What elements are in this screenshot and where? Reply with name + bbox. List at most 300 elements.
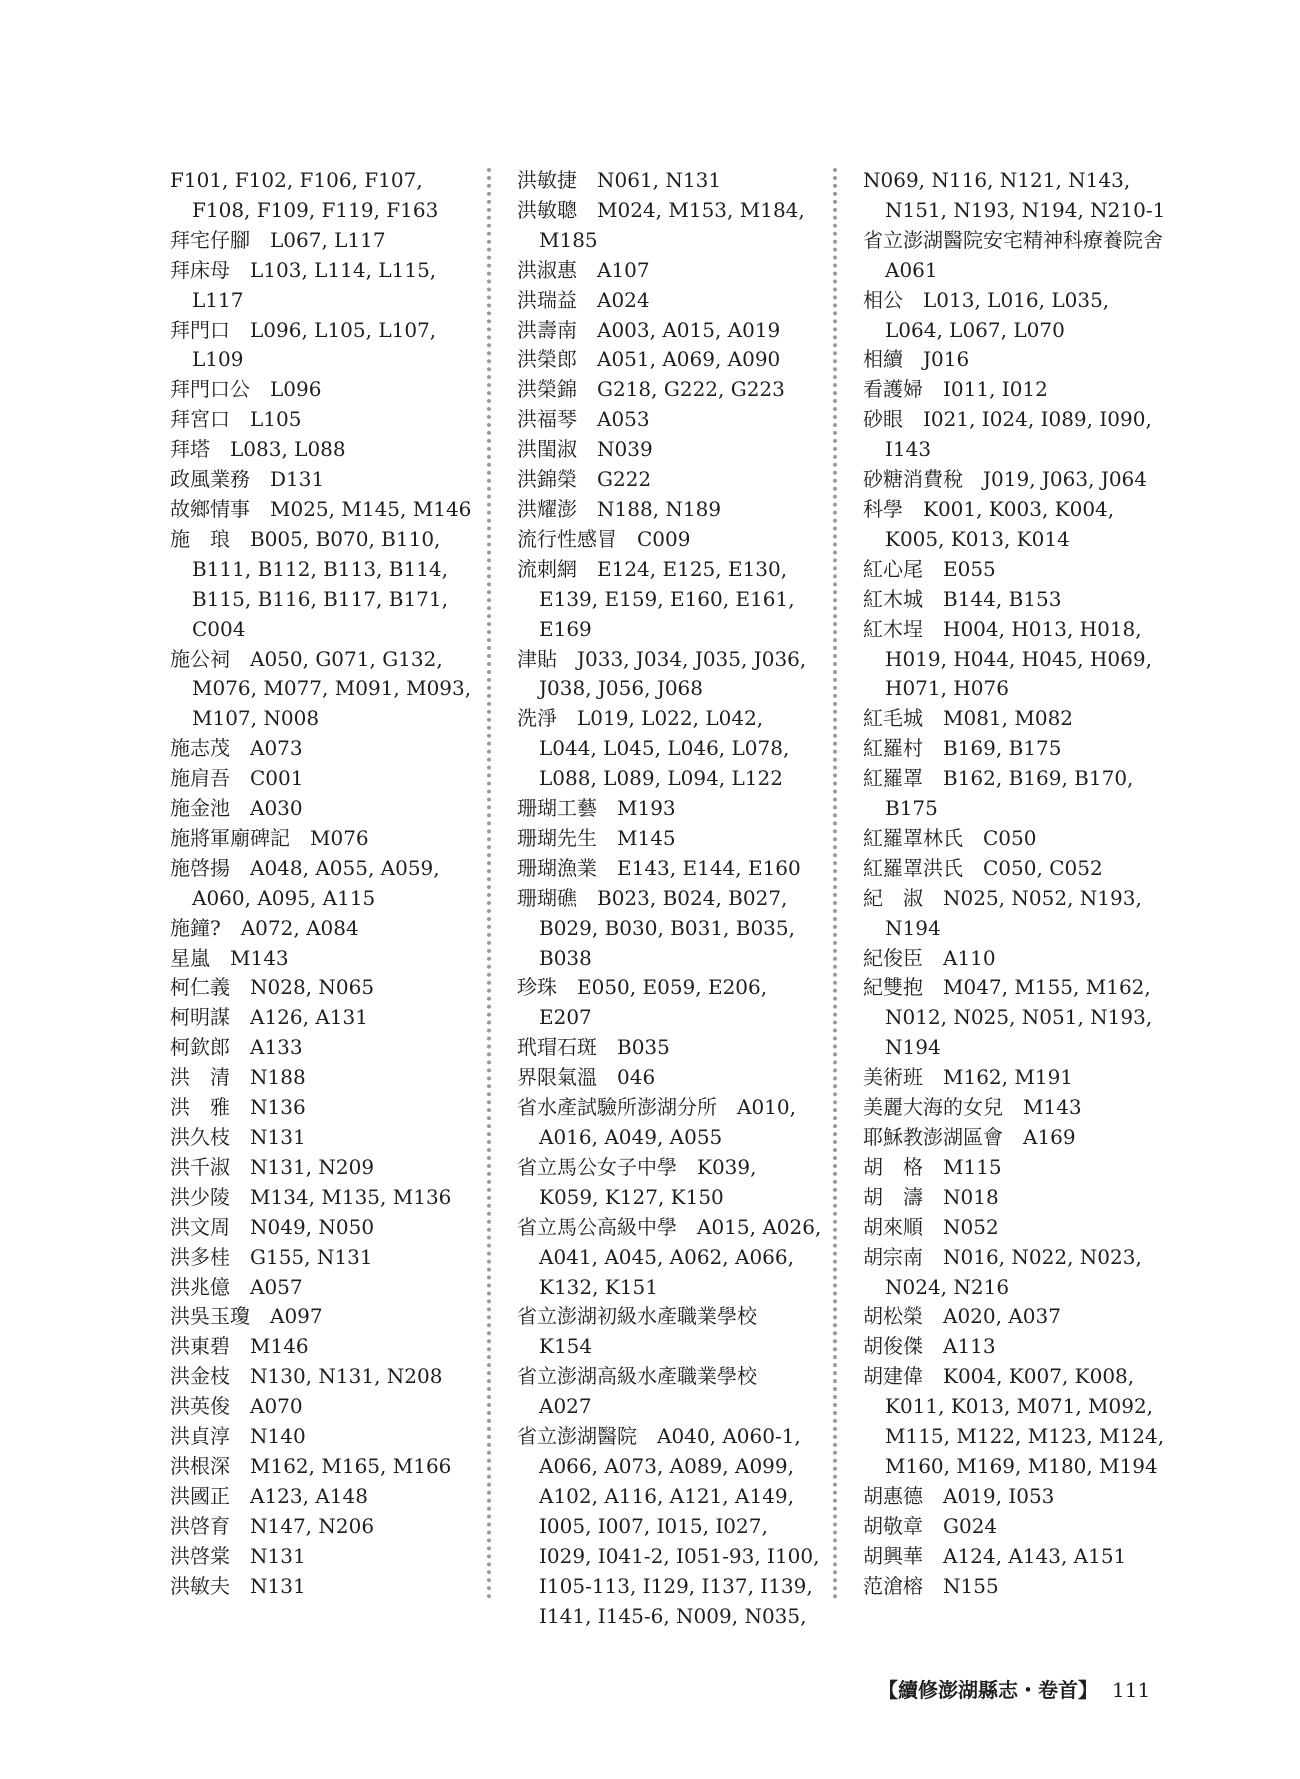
index-term: 拜宮口 bbox=[170, 407, 230, 432]
index-entry bbox=[517, 1033, 822, 1063]
index-term: 流行性感冒 bbox=[517, 526, 617, 551]
index-refs: N052 bbox=[943, 1214, 999, 1239]
index-entry bbox=[863, 465, 1168, 495]
index-refs: G024 bbox=[943, 1513, 998, 1538]
index-term: 珊瑚工藝 bbox=[517, 796, 597, 821]
index-term: 洪金枝 bbox=[170, 1364, 230, 1389]
index-term: 洪閨淑 bbox=[517, 437, 577, 462]
index-term: 洪 清 bbox=[170, 1065, 230, 1090]
index-refs: B162, B169, B170, B175 bbox=[885, 766, 1134, 821]
index-entry bbox=[517, 645, 822, 705]
index-entry bbox=[170, 645, 475, 735]
index-entry bbox=[517, 1302, 822, 1362]
index-refs: A051, A069, A090 bbox=[597, 347, 781, 372]
index-entry bbox=[170, 794, 475, 824]
index-entry bbox=[863, 1572, 1168, 1602]
index-entry bbox=[170, 166, 475, 226]
index-refs: E124, E125, E130, E139, E159, E160, E161, E169 bbox=[539, 556, 795, 641]
index-refs: K001, K003, K004, K005, K013, K014 bbox=[885, 496, 1115, 551]
index-term: 相續 bbox=[863, 347, 903, 372]
index-refs: N131 bbox=[250, 1543, 306, 1568]
index-term: 美術班 bbox=[863, 1065, 923, 1090]
index-entry bbox=[517, 495, 822, 525]
index-entry bbox=[170, 465, 475, 495]
index-refs: M024, M153, M184, M185 bbox=[539, 197, 805, 252]
index-refs: N188 bbox=[250, 1065, 306, 1090]
index-term: 拜床母 bbox=[170, 257, 230, 282]
index-entry bbox=[863, 585, 1168, 615]
index-refs: L013, L016, L035, L064, L067, L070 bbox=[885, 287, 1110, 342]
index-entry bbox=[170, 525, 475, 645]
index-term: 洪兆億 bbox=[170, 1274, 230, 1299]
index-term: 紅羅罩林氏 bbox=[863, 825, 963, 850]
index-term: 胡惠德 bbox=[863, 1483, 923, 1508]
index-term: 洪敏聰 bbox=[517, 197, 577, 222]
index-term: 施啓揚 bbox=[170, 855, 230, 880]
index-term: 紀俊臣 bbox=[863, 945, 923, 970]
index-entry bbox=[517, 286, 822, 316]
index-refs: M047, M155, M162, N012, N025, N051, N193, N194 bbox=[885, 975, 1153, 1060]
index-entry bbox=[517, 316, 822, 346]
index-entry bbox=[863, 704, 1168, 734]
index-term: 津貼 bbox=[517, 646, 557, 671]
index-entry bbox=[170, 226, 475, 256]
index-refs: J033, J034, J035, J036, J038, J056, J068 bbox=[539, 646, 807, 701]
index-refs: A024 bbox=[597, 287, 650, 312]
index-entry bbox=[170, 1572, 475, 1602]
index-refs: A020, A037 bbox=[943, 1304, 1061, 1329]
index-column-3 bbox=[863, 166, 1168, 1602]
index-refs: K154 bbox=[539, 1334, 593, 1359]
index-refs: N136 bbox=[250, 1095, 306, 1120]
index-term: 紀雙抱 bbox=[863, 975, 923, 1000]
index-refs: K004, K007, K008, K011, K013, M071, M092, M115, M122, M123, M124, M160, M169, M180, M194 bbox=[885, 1364, 1165, 1478]
index-entry bbox=[170, 1033, 475, 1063]
index-term: 胡敬章 bbox=[863, 1513, 923, 1538]
index-entry bbox=[863, 1213, 1168, 1243]
index-entry bbox=[863, 405, 1168, 465]
index-refs: M134, M135, M136 bbox=[250, 1184, 452, 1209]
index-refs: M146 bbox=[250, 1334, 309, 1359]
index-term: 施公祠 bbox=[170, 646, 230, 671]
index-term: 砂糖消費稅 bbox=[863, 467, 963, 492]
index-refs: M143 bbox=[230, 945, 289, 970]
index-entry bbox=[517, 405, 822, 435]
index-term: 砂眼 bbox=[863, 407, 903, 432]
index-refs: A113 bbox=[943, 1334, 996, 1359]
index-entry bbox=[170, 1093, 475, 1123]
index-refs: N049, N050 bbox=[250, 1214, 375, 1239]
index-refs: F101, F102, F106, F107, F108, F109, F119, F163 bbox=[170, 168, 439, 222]
index-refs: A133 bbox=[250, 1035, 303, 1060]
index-entry bbox=[170, 1542, 475, 1572]
index-term: 珍珠 bbox=[517, 975, 557, 1000]
index-term: 珊瑚礁 bbox=[517, 885, 577, 910]
index-refs: A107 bbox=[597, 257, 650, 282]
index-refs: K039, K059, K127, K150 bbox=[539, 1154, 757, 1209]
index-refs: B169, B175 bbox=[943, 736, 1062, 761]
index-refs: 046 bbox=[617, 1065, 656, 1090]
index-entry bbox=[517, 1153, 822, 1213]
index-term: 柯欽郎 bbox=[170, 1035, 230, 1060]
index-entry bbox=[170, 764, 475, 794]
index-entry bbox=[517, 256, 822, 286]
index-term: 洪英俊 bbox=[170, 1394, 230, 1419]
index-term: 胡來順 bbox=[863, 1214, 923, 1239]
index-term: 洪敏捷 bbox=[517, 168, 577, 192]
index-term: 美麗大海的女兒 bbox=[863, 1095, 1003, 1120]
index-refs: B144, B153 bbox=[943, 586, 1062, 611]
index-term: 洪榮郎 bbox=[517, 347, 577, 372]
index-refs: M025, M145, M146 bbox=[270, 496, 472, 521]
index-term: 洪壽南 bbox=[517, 317, 577, 342]
index-refs: N018 bbox=[943, 1184, 999, 1209]
index-term: 拜塔 bbox=[170, 437, 210, 462]
index-term: 施將軍廟碑記 bbox=[170, 825, 290, 850]
index-term: 胡宗南 bbox=[863, 1244, 923, 1269]
index-term: 拜門口公 bbox=[170, 377, 250, 402]
index-refs: A072, A084 bbox=[240, 915, 359, 940]
index-refs: A057 bbox=[250, 1274, 303, 1299]
index-refs: L067, L117 bbox=[270, 227, 386, 252]
index-entry bbox=[863, 764, 1168, 824]
index-term: 耶穌教澎湖區會 bbox=[863, 1125, 1003, 1149]
index-term: 科學 bbox=[863, 496, 903, 521]
page-footer bbox=[878, 1674, 1150, 1703]
index-refs: M076 bbox=[310, 825, 369, 850]
index-term: 紅木埕 bbox=[863, 616, 923, 641]
index-entry bbox=[863, 345, 1168, 375]
index-entry bbox=[170, 1183, 475, 1213]
index-entry bbox=[517, 1362, 822, 1422]
index-term: 洪 雅 bbox=[170, 1095, 230, 1120]
index-entry bbox=[863, 166, 1168, 226]
index-entry bbox=[517, 555, 822, 645]
index-term: 故鄉情事 bbox=[170, 496, 250, 521]
index-term: 洪千淑 bbox=[170, 1154, 230, 1179]
index-refs: N188, N189 bbox=[597, 496, 722, 521]
index-entry bbox=[863, 944, 1168, 974]
index-entry bbox=[863, 973, 1168, 1063]
index-refs: D131 bbox=[270, 467, 325, 492]
index-term: 施志茂 bbox=[170, 736, 230, 761]
index-entry bbox=[170, 734, 475, 764]
index-entry bbox=[863, 1243, 1168, 1303]
index-entry bbox=[863, 1093, 1168, 1123]
index-entry bbox=[517, 794, 822, 824]
index-refs: C001 bbox=[250, 766, 304, 791]
index-term: 省水產試驗所澎湖分所 bbox=[517, 1095, 717, 1120]
index-term: 洪根深 bbox=[170, 1453, 230, 1478]
index-entry bbox=[517, 166, 822, 196]
index-entry bbox=[517, 1422, 822, 1631]
index-term: 洪福琴 bbox=[517, 407, 577, 432]
index-entry bbox=[863, 1123, 1168, 1153]
index-refs: N131, N209 bbox=[250, 1154, 375, 1179]
index-term: 洪瑞益 bbox=[517, 287, 577, 312]
index-refs: N140 bbox=[250, 1424, 306, 1449]
page-number: 111 bbox=[1112, 1678, 1151, 1702]
index-entry bbox=[170, 1332, 475, 1362]
index-term: 界限氣溫 bbox=[517, 1065, 597, 1090]
index-entry bbox=[863, 1153, 1168, 1183]
index-column-2 bbox=[517, 166, 822, 1631]
index-refs: A027 bbox=[539, 1394, 592, 1419]
index-refs: G222 bbox=[597, 467, 652, 492]
column-separator-1 bbox=[487, 168, 491, 1600]
index-entry bbox=[863, 1362, 1168, 1482]
index-entry bbox=[863, 1512, 1168, 1542]
index-entry bbox=[170, 1063, 475, 1093]
index-term: 施鐘? bbox=[170, 915, 221, 940]
index-refs: A070 bbox=[250, 1394, 303, 1419]
index-refs: I011, I012 bbox=[943, 377, 1048, 402]
index-term: 洪少陵 bbox=[170, 1184, 230, 1209]
index-entry bbox=[863, 1542, 1168, 1572]
index-entry bbox=[863, 495, 1168, 555]
index-refs: C050 bbox=[983, 825, 1037, 850]
index-entry bbox=[170, 405, 475, 435]
index-entry bbox=[863, 1063, 1168, 1093]
index-entry bbox=[517, 824, 822, 854]
index-entry bbox=[170, 1512, 475, 1542]
index-term: 施肩吾 bbox=[170, 766, 230, 791]
index-term: 胡興華 bbox=[863, 1543, 923, 1568]
index-entry bbox=[170, 1392, 475, 1422]
index-term: 珊瑚先生 bbox=[517, 825, 597, 850]
index-term: 洪啓棠 bbox=[170, 1543, 230, 1568]
index-refs: M143 bbox=[1023, 1095, 1082, 1120]
index-refs: B023, B024, B027, B029, B030, B031, B035, B038 bbox=[539, 885, 795, 970]
index-entry bbox=[863, 1302, 1168, 1332]
index-refs: C050, C052 bbox=[983, 855, 1103, 880]
index-entry bbox=[863, 226, 1168, 286]
index-entry bbox=[170, 1302, 475, 1332]
index-term: 洪榮錦 bbox=[517, 377, 577, 402]
index-entry bbox=[170, 1243, 475, 1273]
index-entry bbox=[170, 256, 475, 316]
index-term: 拜宅仔腳 bbox=[170, 227, 250, 252]
index-term: 紅毛城 bbox=[863, 706, 923, 731]
index-refs: E143, E144, E160 bbox=[617, 855, 801, 880]
index-refs: M115 bbox=[943, 1154, 1002, 1179]
book-title: 【續修澎湖縣志・卷首】 bbox=[878, 1678, 1098, 1702]
index-entry bbox=[170, 1362, 475, 1392]
index-refs: J019, J063, J064 bbox=[983, 467, 1148, 492]
index-entry bbox=[863, 1332, 1168, 1362]
index-term: 省立馬公高級中學 bbox=[517, 1214, 677, 1239]
index-term: 星嵐 bbox=[170, 945, 210, 970]
index-term: 紅羅罩洪氏 bbox=[863, 855, 963, 880]
index-refs: A010, A016, A049, A055 bbox=[539, 1095, 796, 1149]
index-entry bbox=[863, 286, 1168, 346]
index-entry bbox=[170, 973, 475, 1003]
index-refs: G218, G222, G223 bbox=[597, 377, 785, 402]
index-refs: N131 bbox=[250, 1573, 306, 1598]
index-term: 柯明謀 bbox=[170, 1005, 230, 1030]
index-refs: A124, A143, A151 bbox=[943, 1543, 1127, 1568]
index-refs: M145 bbox=[617, 825, 676, 850]
index-refs: L103, L114, L115, L117 bbox=[192, 257, 437, 312]
index-refs: A050, G071, G132, M076, M077, M091, M093, M107, N008 bbox=[192, 646, 472, 731]
index-refs: N025, N052, N193, N194 bbox=[885, 885, 1142, 940]
index-term: 洪文周 bbox=[170, 1214, 230, 1239]
index-refs: E050, E059, E206, E207 bbox=[539, 975, 768, 1030]
index-refs: A048, A055, A059, A060, A095, A115 bbox=[192, 855, 440, 910]
index-entry bbox=[863, 824, 1168, 854]
index-refs: M162, M191 bbox=[943, 1065, 1074, 1090]
index-term: 胡 濤 bbox=[863, 1184, 923, 1209]
index-refs: B035 bbox=[617, 1035, 670, 1060]
index-entry bbox=[863, 555, 1168, 585]
index-entry bbox=[170, 1273, 475, 1303]
index-term: 看護婦 bbox=[863, 377, 923, 402]
index-term: 洗淨 bbox=[517, 706, 557, 731]
index-term: 拜門口 bbox=[170, 317, 230, 342]
index-refs: A061 bbox=[885, 257, 938, 282]
index-entry bbox=[863, 1482, 1168, 1512]
index-entry bbox=[170, 854, 475, 914]
index-term: 胡俊傑 bbox=[863, 1334, 923, 1359]
index-entry bbox=[517, 435, 822, 465]
index-term: 相公 bbox=[863, 287, 903, 312]
index-refs: N028, N065 bbox=[250, 975, 375, 1000]
index-entry bbox=[517, 973, 822, 1033]
index-entry bbox=[863, 854, 1168, 884]
index-entry bbox=[170, 316, 475, 376]
index-refs: L096, L105, L107, L109 bbox=[192, 317, 437, 372]
index-term: 珊瑚漁業 bbox=[517, 855, 597, 880]
index-entry bbox=[517, 375, 822, 405]
index-entry bbox=[170, 375, 475, 405]
index-term: 紅木城 bbox=[863, 586, 923, 611]
index-term: 省立馬公女子中學 bbox=[517, 1154, 677, 1179]
index-term: 紅羅村 bbox=[863, 736, 923, 761]
index-column-1 bbox=[170, 166, 475, 1602]
index-refs: N155 bbox=[943, 1573, 999, 1598]
index-entry bbox=[517, 1063, 822, 1093]
index-term: 施金池 bbox=[170, 796, 230, 821]
index-entry bbox=[170, 1422, 475, 1452]
index-term: 胡建偉 bbox=[863, 1364, 923, 1389]
index-term: 紅心尾 bbox=[863, 556, 923, 581]
index-entry bbox=[170, 824, 475, 854]
index-term: 政風業務 bbox=[170, 467, 250, 492]
index-entry bbox=[517, 345, 822, 375]
index-entry bbox=[170, 495, 475, 525]
index-refs: N016, N022, N023, N024, N216 bbox=[885, 1244, 1142, 1299]
index-refs: A030 bbox=[250, 796, 303, 821]
index-refs: A169 bbox=[1023, 1125, 1076, 1149]
index-refs: M162, M165, M166 bbox=[250, 1453, 452, 1478]
index-refs: A019, I053 bbox=[943, 1483, 1055, 1508]
index-entry bbox=[863, 734, 1168, 764]
index-entry bbox=[170, 1452, 475, 1482]
index-entry bbox=[517, 196, 822, 256]
index-term: 紅羅罩 bbox=[863, 766, 923, 791]
index-refs: L105 bbox=[250, 407, 302, 432]
index-refs: A015, A026, A041, A045, A062, A066, K132, K151 bbox=[539, 1214, 822, 1299]
index-term: 施 琅 bbox=[170, 526, 230, 551]
index-term: 洪多桂 bbox=[170, 1244, 230, 1269]
index-term: 胡 格 bbox=[863, 1154, 923, 1179]
index-refs: A040, A060-1, A066, A073, A089, A099, A102, A116, A121, A149, I005, I007, I015, I027, I029, I041-2, I051-93, I100, I105-113, I129, I137, I139, I141, I145-6, N009, N035, bbox=[539, 1424, 820, 1628]
index-refs: A073 bbox=[250, 736, 303, 761]
index-term: 玳瑁石斑 bbox=[517, 1035, 597, 1060]
index-entry bbox=[170, 1153, 475, 1183]
index-entry bbox=[863, 1183, 1168, 1213]
index-term: 紀 淑 bbox=[863, 885, 923, 910]
index-term: 洪久枝 bbox=[170, 1125, 230, 1149]
index-refs: N147, N206 bbox=[250, 1513, 375, 1538]
index-refs: A097 bbox=[270, 1304, 323, 1329]
index-term: 洪東碧 bbox=[170, 1334, 230, 1359]
index-term: 省立澎湖醫院 bbox=[517, 1424, 637, 1449]
index-refs: I021, I024, I089, I090, I143 bbox=[885, 407, 1152, 462]
index-term: 洪淑惠 bbox=[517, 257, 577, 282]
index-entry bbox=[517, 1213, 822, 1303]
index-entry bbox=[170, 1213, 475, 1243]
index-term: 洪錦榮 bbox=[517, 467, 577, 492]
index-refs: N131 bbox=[250, 1125, 306, 1149]
column-separator-2 bbox=[833, 168, 837, 1600]
index-entry bbox=[863, 884, 1168, 944]
index-refs: C009 bbox=[637, 526, 691, 551]
index-refs: H004, H013, H018, H019, H044, H045, H069, H071, H076 bbox=[885, 616, 1152, 701]
index-entry bbox=[863, 615, 1168, 705]
index-entry bbox=[170, 914, 475, 944]
index-term: 柯仁義 bbox=[170, 975, 230, 1000]
index-refs: A003, A015, A019 bbox=[597, 317, 781, 342]
index-term: 洪耀澎 bbox=[517, 496, 577, 521]
index-term: 洪國正 bbox=[170, 1483, 230, 1508]
index-term: 流刺網 bbox=[517, 556, 577, 581]
index-refs: M193 bbox=[617, 796, 676, 821]
index-entry bbox=[863, 375, 1168, 405]
index-entry bbox=[170, 1482, 475, 1512]
index-refs: N130, N131, N208 bbox=[250, 1364, 443, 1389]
index-refs: L096 bbox=[270, 377, 322, 402]
index-refs: J016 bbox=[923, 347, 970, 372]
index-term: 洪貞淳 bbox=[170, 1424, 230, 1449]
index-refs: G155, N131 bbox=[250, 1244, 373, 1269]
index-refs: A123, A148 bbox=[250, 1483, 368, 1508]
index-entry bbox=[517, 465, 822, 495]
index-entry bbox=[170, 1123, 475, 1153]
index-refs: A053 bbox=[597, 407, 650, 432]
index-entry bbox=[517, 854, 822, 884]
index-term: 省立澎湖高級水產職業學校 bbox=[517, 1364, 757, 1389]
index-entry bbox=[517, 525, 822, 555]
index-term: 胡松榮 bbox=[863, 1304, 923, 1329]
index-refs: N039 bbox=[597, 437, 653, 462]
index-term: 范滄榕 bbox=[863, 1573, 923, 1598]
index-term: 洪吳玉瓊 bbox=[170, 1304, 250, 1329]
index-refs: E055 bbox=[943, 556, 996, 581]
index-term: 省立澎湖醫院安宅精神科療養院舍 bbox=[863, 227, 1163, 252]
index-refs: L019, L022, L042, L044, L045, L046, L078, L088, L089, L094, L122 bbox=[539, 706, 790, 791]
index-entry bbox=[517, 884, 822, 974]
index-term: 洪啓育 bbox=[170, 1513, 230, 1538]
index-term: 洪敏夫 bbox=[170, 1573, 230, 1598]
index-entry bbox=[517, 704, 822, 794]
index-refs: L083, L088 bbox=[230, 437, 346, 462]
index-entry bbox=[517, 1093, 822, 1153]
index-entry bbox=[170, 944, 475, 974]
index-refs: B005, B070, B110, B111, B112, B113, B114, B115, B116, B117, B171, C004 bbox=[192, 526, 448, 641]
index-refs: M081, M082 bbox=[943, 706, 1074, 731]
index-refs: N069, N116, N121, N143, N151, N193, N194, N210-1 bbox=[863, 168, 1166, 222]
